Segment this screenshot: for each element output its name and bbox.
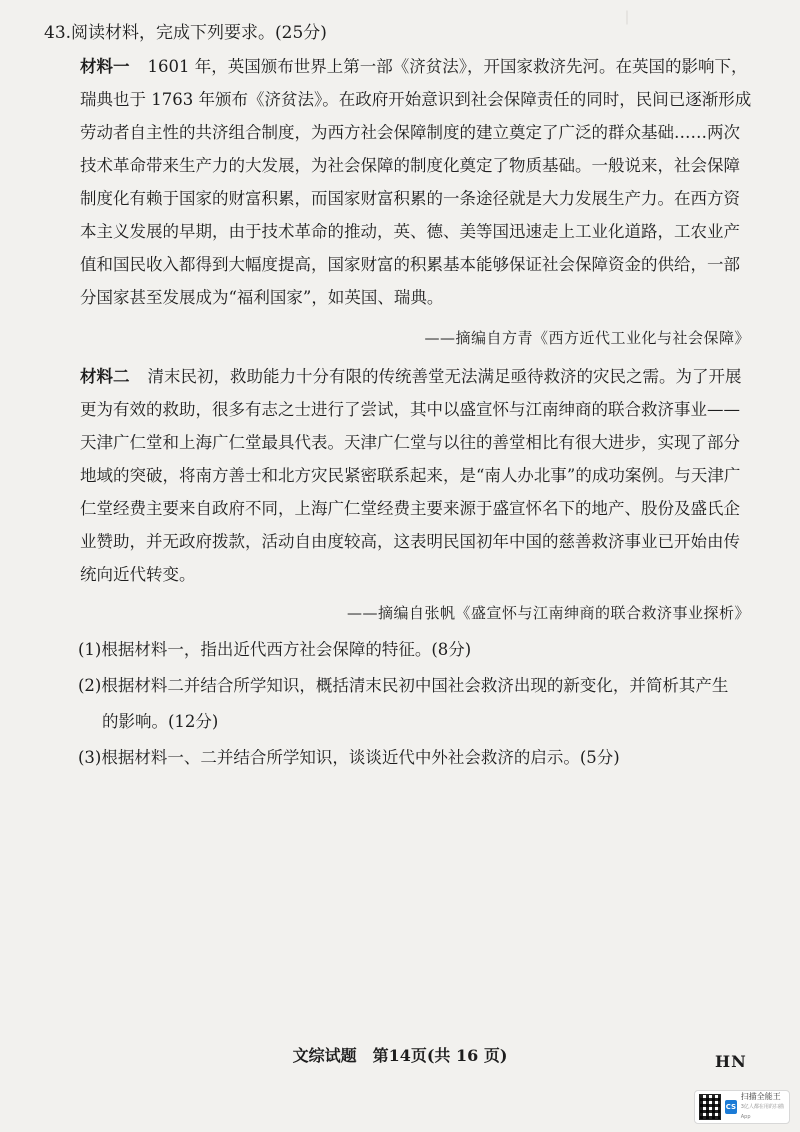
material-2-text: 清末民初，救助能力十分有限的传统善堂无法满足亟待救济的灾民之需。为了开展更为有效的救助，很多有志之士进行了尝试，其中以盛宣怀与江南绅商的联合救济事业——天津广仁堂和上海广仁堂最具代表。天津广仁堂与以往的善堂相比有很大进步，实现了部分地域的突破，将南方善士和北方灾民紧密联系起来，是“南人办北事”的成功案例。与天津广仁堂经费主要来自政府不同，上海广仁堂经费主要来源于盛宣怀名下的地产、股份及盛氏企业赞助，并无政府拨款，活动自由度较高，这表明民国初年中国的慈善救济事业已开始由传统向近代转变。 (80, 367, 742, 584)
badge-text (741, 1092, 785, 1122)
material-1-text: 1601 年，英国颁布世界上第一部《济贫法》，开国家救济先河。在英国的影响下，瑞典也于 1763 年颁布《济贫法》。在政府开始意识到社会保障责任的同时，民间已逐渐形成劳动者自主性的共济组合制度，为西方社会保障制度的建立奠定了广泛的群众基础……两次技术革命带来生产力的大发展，为社会保障的制度化奠定了物质基础。一般说来，社会保障制度化有赖于国家的财富积累，而国家财富积累的一条途径就是大力发展生产力。在西方资本主义发展的早期，由于技术革命的推动，英、德、美等国迅速走上工业化道路，工农业产值和国民收入都得到大幅度提高，国家财富的积累基本能够保证社会保障资金的供给，一部分国家甚至发展成为“福利国家”，如英国、瑞典。 (80, 57, 752, 307)
sub-question-2 (78, 668, 758, 740)
scanner-watermark-badge (694, 1090, 790, 1124)
material-2 (80, 360, 752, 591)
badge-title: 扫描全能王 (740, 1092, 781, 1101)
material-1-label: 材料一 (80, 57, 130, 76)
material-2-source: ——摘编自张帆《盛宣怀与江南绅商的联合救济事业探析》 (346, 604, 750, 622)
question-title: 43.阅读材料，完成下列要求。(25分) (44, 23, 327, 43)
sub-question-2-line-1: (2)根据材料二并结合所学知识，概括清末民初中国社会救济出现的新变化，并简析其产生 (78, 676, 729, 695)
sub-question-2-line-2: 的影响。(12分) (102, 712, 219, 731)
qr-code-icon (699, 1094, 721, 1120)
badge-subtitle: 3亿人都在用的扫描App (740, 1104, 784, 1120)
camscanner-logo-icon: CS (725, 1100, 737, 1114)
material-2-label: 材料二 (80, 367, 130, 386)
sub-question-3: (3)根据材料一、二并结合所学知识，谈谈近代中外社会救济的启示。(5分) (78, 748, 620, 767)
page-footer: 文综试题 第14页(共 16 页) (292, 1046, 508, 1065)
sub-question-1: (1)根据材料一，指出近代西方社会保障的特征。(8分) (78, 640, 472, 659)
bleed-through-text: ｜ (620, 11, 634, 27)
material-1-source: ——摘编自方青《西方近代工业化与社会保障》 (424, 329, 750, 347)
region-code: HN (715, 1052, 747, 1071)
material-1 (80, 50, 752, 314)
